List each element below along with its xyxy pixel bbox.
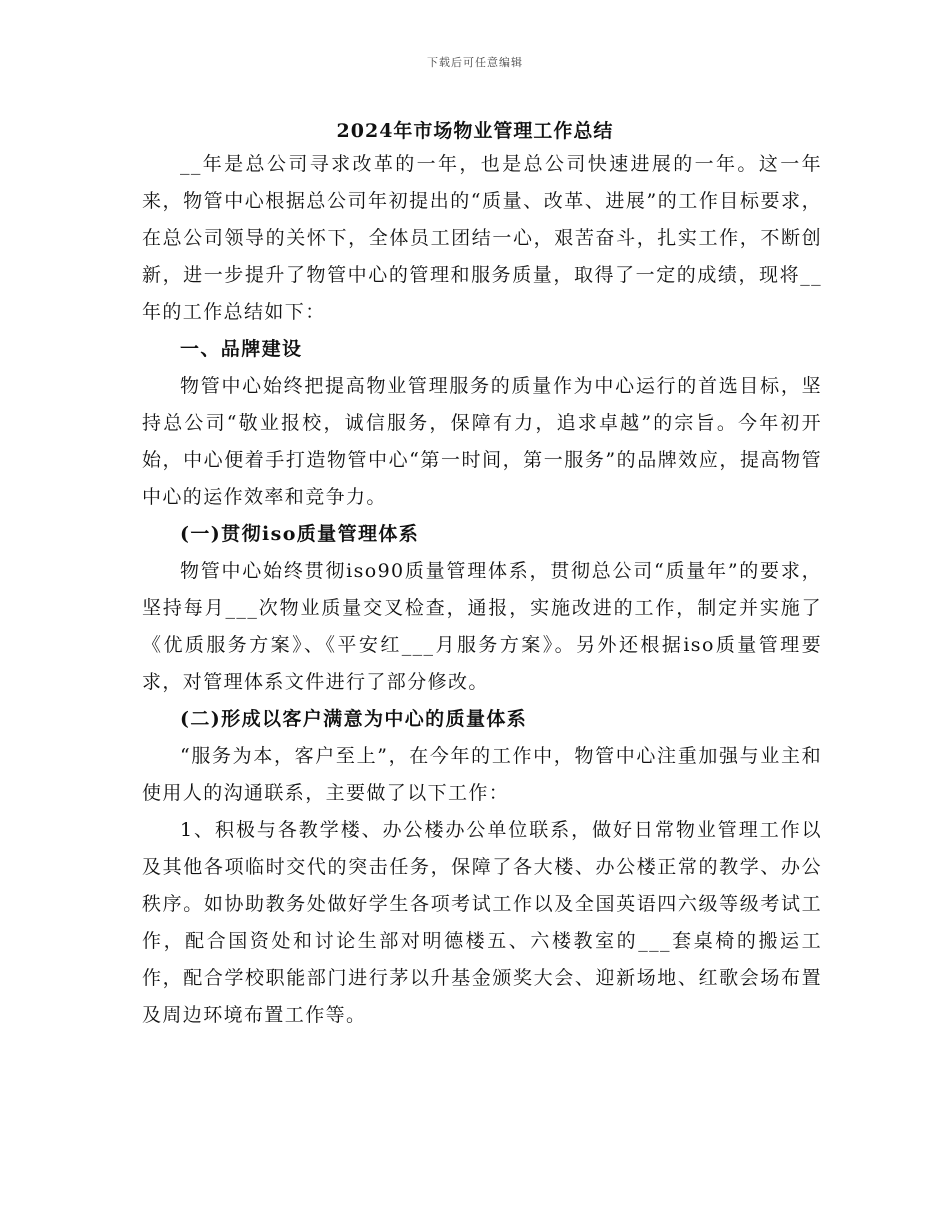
- document-title: 2024年市场物业管理工作总结: [336, 120, 614, 142]
- customer-paragraph: “服务为本，客户至上”，在今年的工作中，物管中心注重加强与业主和使用人的沟通联系，主要做了以下工作：: [142, 745, 822, 804]
- document-body: [142, 146, 822, 1034]
- header-note: 下载后可任意编辑: [427, 56, 523, 69]
- brand-paragraph: 物管中心始终把提高物业管理服务的质量作为中心运行的首选目标，坚持总公司“敬业报校，诚信服务，保障有力，追求卓越”的宗旨。今年初开始，中心便着手打造物管中心“第一时间，第一服务”的品牌效应，提高物管中心的运作效率和竞争力。: [142, 375, 822, 508]
- iso-paragraph: 物管中心始终贯彻iso90质量管理体系，贯彻总公司“质量年”的要求，坚持每月___次物业质量交叉检查，通报，实施改进的工作，制定并实施了《优质服务方案》、《平安红___月服务方案》。另外还根据iso质量管理要求，对管理体系文件进行了部分修改。: [142, 560, 822, 693]
- subsection-heading-iso: (一)贯彻iso质量管理体系: [180, 523, 420, 545]
- subsection-heading-customer: (二)形成以客户满意为中心的质量体系: [180, 708, 528, 730]
- list-item-1: 1、积极与各教学楼、办公楼办公单位联系，做好日常物业管理工作以及其他各项临时交代的突击任务，保障了各大楼、办公楼正常的教学、办公秩序。如协助教务处做好学生各项考试工作以及全国英语四六级等级考试工作，配合国资处和讨论生部对明德楼五、六楼教室的___套桌椅的搬运工作，配合学校职能部门进行茅以升基金颁奖大会、迎新场地、红歌会场布置及周边环境布置工作等。: [142, 819, 822, 1026]
- section-heading-brand: 一、品牌建设: [180, 338, 303, 360]
- intro-paragraph: __年是总公司寻求改革的一年，也是总公司快速进展的一年。这一年来，物管中心根据总公司年初提出的“质量、改革、进展”的工作目标要求，在总公司领导的关怀下，全体员工团结一心，艰苦奋斗，扎实工作，不断创新，进一步提升了物管中心的管理和服务质量，取得了一定的成绩，现将__年的工作总结如下：: [142, 153, 822, 323]
